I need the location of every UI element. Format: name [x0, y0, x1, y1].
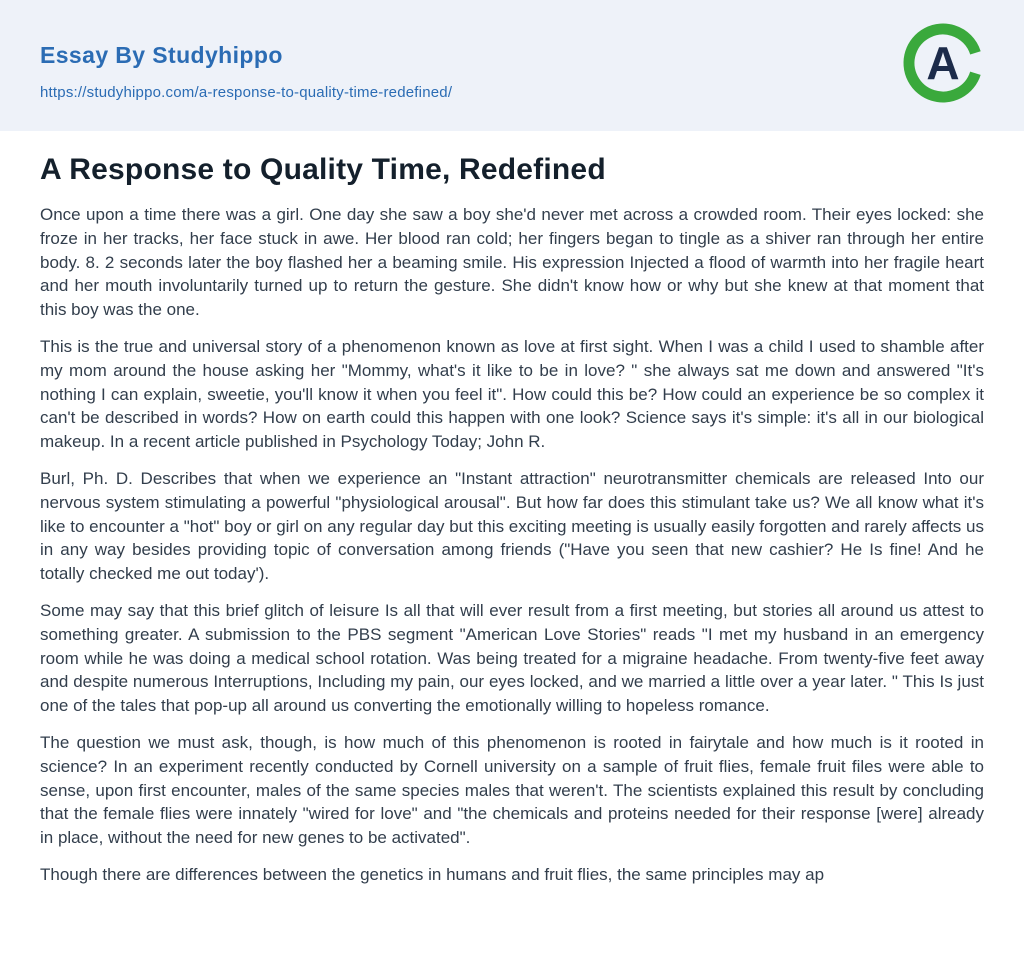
logo-icon	[902, 22, 984, 104]
essay-paragraph-4: Some may say that this brief glitch of leisure Is all that will ever result from a first meeting, but stories all around us attest to something greater. A submission to the PBS segment "American Love Stories" reads "I met my husband in an emergency room while he was doing a medical school rotation. Was being treated for a migraine headache. From twenty-five feet away and despite numerous Interruptions, Including my pain, our eyes locked, and we married a little over a year later. " This Is just one of the tales that pop-up all around us converting the emotionally willing to hopeless romance.	[40, 600, 984, 716]
essay-paragraph-1: Once upon a time there was a girl. One day she saw a boy she'd never met across a crowded room. Their eyes locked: she froze in her tracks, her face stuck in awe. Her blood ran cold; her fingers began to tingle as a shiver ran through her entire body. 8. 2 seconds later the boy flashed her a beaming smile. His expression Injected a flood of warmth into her fragile heart and her mouth involuntarily turned up to return the gesture. She didn't know how or why but she knew at that moment that this boy was the one.	[40, 205, 984, 320]
logo-letter: A	[926, 37, 960, 89]
studyhippo-logo	[902, 22, 984, 104]
essay-title: A Response to Quality Time, Redefined	[40, 153, 606, 186]
essay-paragraph-2: This is the true and universal story of a phenomenon known as love at first sight. When I was a child I used to shamble after my mom around the house asking her "Mommy, what's it like to be in love? " she always sat me down and answered "It's nothing I can explain, sweetie, you'll know it when you feel it". How could this be? How could an experience be so complex it can't be described in words? How on earth could this happen with one look? Science says it's simple: it's all in our biological makeup. In a recent article published in Psychology Today; John R.	[40, 336, 984, 452]
essay-paragraph-5: The question we must ask, though, is how much of this phenomenon is rooted in fairytale and how much is it rooted in science? In an experiment recently conducted by Cornell university on a sample of fruit flies, female fruit files were able to sense, upon first encounter, males of the same species males that weren't. The scientists explained this result by concluding that the female flies were innately "wired for love" and "the chemicals and proteins needed for their response [were] already in place, without the need for new genes to be activated".	[40, 732, 984, 848]
essay-paragraph-6: Though there are differences between the genetics in humans and fruit flies, the same principles may ap	[40, 864, 825, 884]
page-header	[0, 0, 1024, 131]
essay-paragraph-3: Burl, Ph. D. Describes that when we experience an "Instant attraction" neurotransmitter chemicals are released Into our nervous system stimulating a powerful "physiological arousal". But how far does this stimulant take us? We all know what it's like to encounter a "hot" boy or girl on any regular day but this exciting meeting is usually easily forgotten and rarely affects us in any way besides providing topic of conversation among friends ("Have you seen that new cashier? He Is fine! And he totally checked me out today').	[40, 468, 984, 584]
essay-content	[0, 131, 1024, 887]
site-title: Essay By Studyhippo	[40, 42, 283, 68]
header-text-block	[40, 42, 984, 102]
essay-url-link[interactable]: https://studyhippo.com/a-response-to-quality-time-redefined/	[40, 84, 453, 101]
